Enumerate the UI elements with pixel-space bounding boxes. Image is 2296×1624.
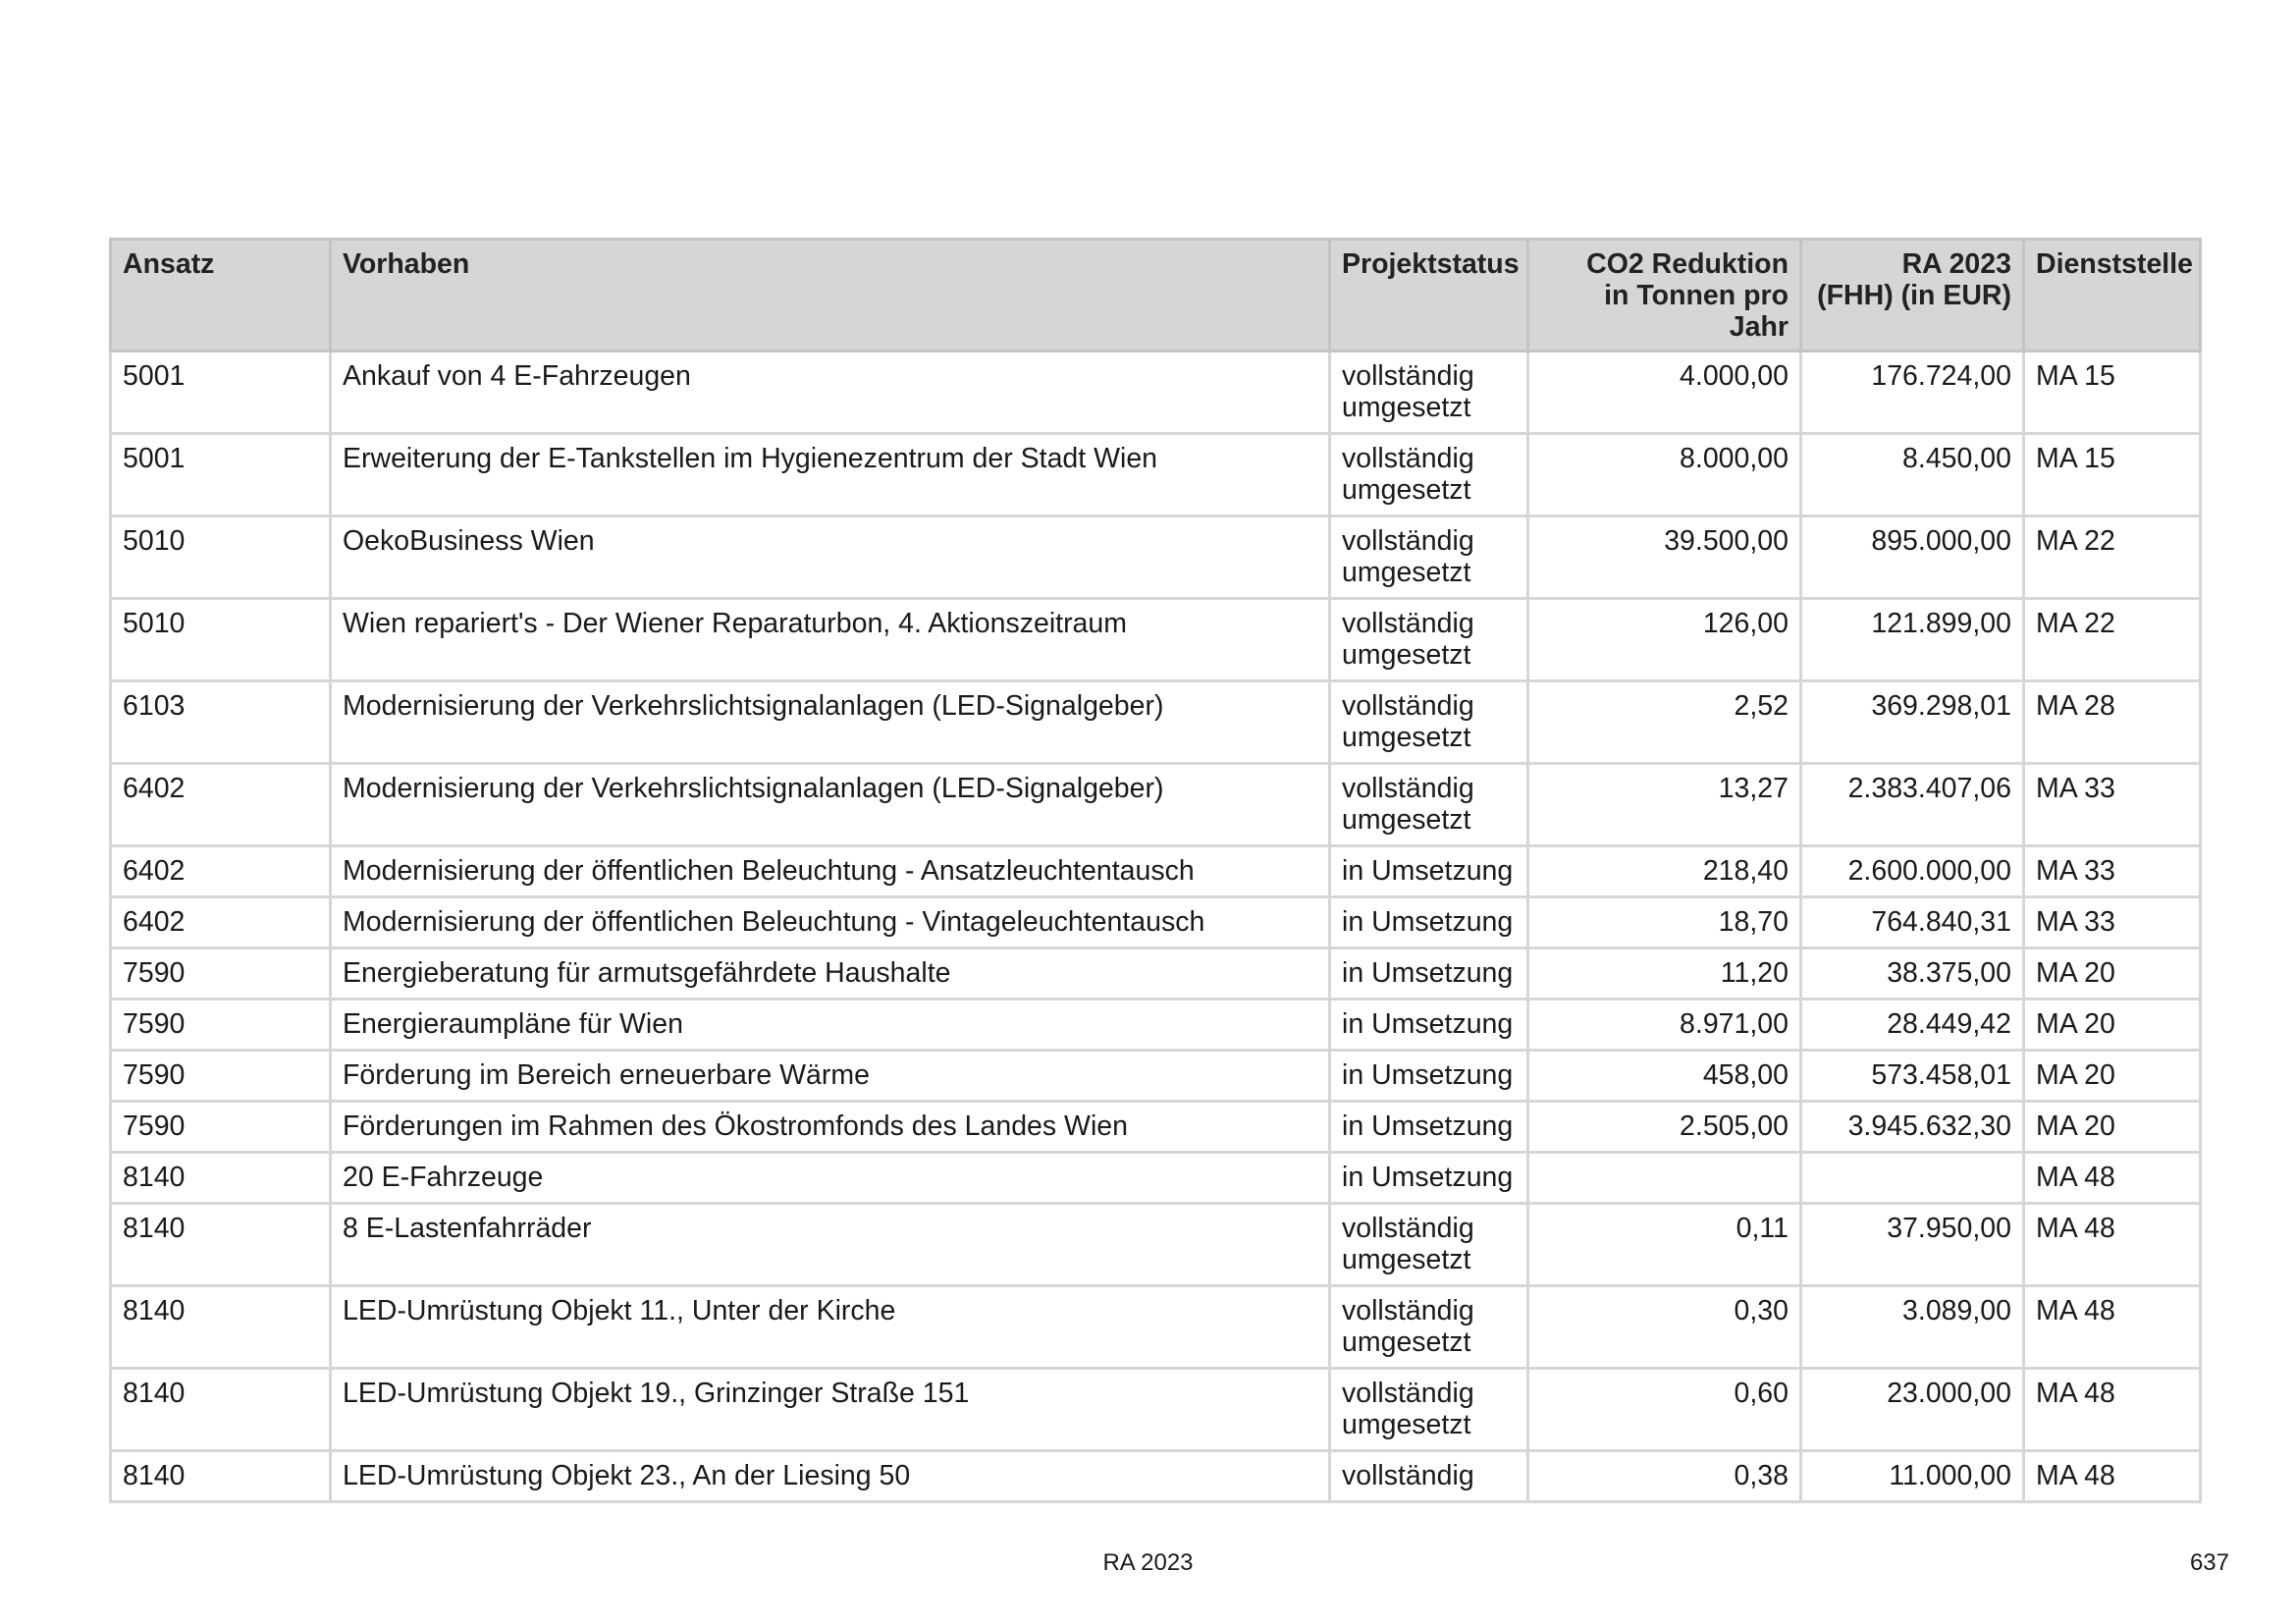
status-line1: vollständig (1342, 1378, 1474, 1409)
cell-ansatz: 7590 (111, 1000, 331, 1051)
cell-co2-reduktion: 0,11 (1528, 1204, 1801, 1286)
cell-projektstatus (1330, 516, 1528, 599)
cell-vorhaben: LED-Umrüstung Objekt 11., Unter der Kirche (331, 1286, 1330, 1369)
cell-co2-reduktion: 126,00 (1528, 599, 1801, 681)
status-line1: in Umsetzung (1342, 906, 1514, 938)
table-row (111, 948, 2201, 1000)
cell-dienststelle: MA 20 (2024, 1000, 2201, 1051)
table-row (111, 599, 2201, 681)
cell-dienststelle: MA 28 (2024, 681, 2201, 764)
page-number: 637 (2189, 1549, 2229, 1576)
cell-co2-reduktion: 8.971,00 (1528, 1000, 1801, 1051)
status-line1: vollständig (1342, 1295, 1474, 1326)
cell-co2-reduktion: 458,00 (1528, 1051, 1801, 1102)
cell-vorhaben: LED-Umrüstung Objekt 23., An der Liesing 50 (331, 1451, 1330, 1502)
cell-ansatz: 5001 (111, 352, 331, 434)
table-header (111, 240, 2201, 352)
table-row (111, 516, 2201, 599)
table-row (111, 681, 2201, 764)
cell-projektstatus (1330, 434, 1528, 516)
cell-projektstatus (1330, 764, 1528, 846)
cell-ra-2023: 121.899,00 (1801, 599, 2024, 681)
cell-co2-reduktion: 0,38 (1528, 1451, 1801, 1502)
header-ra-2023 (1801, 240, 2024, 352)
cell-dienststelle: MA 33 (2024, 846, 2201, 897)
cell-projektstatus (1330, 1102, 1528, 1153)
cell-ra-2023: 176.724,00 (1801, 352, 2024, 434)
cell-ra-2023: 573.458,01 (1801, 1051, 2024, 1102)
cell-projektstatus (1330, 897, 1528, 948)
header-ra-line1: RA 2023 (1901, 248, 2011, 280)
status-line2: umgesetzt (1342, 722, 1471, 753)
cell-dienststelle: MA 15 (2024, 434, 2201, 516)
header-co2-reduktion (1528, 240, 1801, 352)
footer-title: RA 2023 (1102, 1549, 1194, 1576)
cell-ansatz: 8140 (111, 1286, 331, 1369)
cell-dienststelle: MA 48 (2024, 1451, 2201, 1502)
cell-projektstatus (1330, 1051, 1528, 1102)
table-body (111, 352, 2201, 1502)
table-row (111, 897, 2201, 948)
cell-co2-reduktion: 2,52 (1528, 681, 1801, 764)
cell-dienststelle: MA 33 (2024, 764, 2201, 846)
status-line2: umgesetzt (1342, 392, 1471, 423)
cell-projektstatus (1330, 948, 1528, 1000)
cell-ansatz: 5010 (111, 516, 331, 599)
cell-ra-2023: 11.000,00 (1801, 1451, 2024, 1502)
table-row (111, 1451, 2201, 1502)
status-line1: in Umsetzung (1342, 1059, 1514, 1091)
status-line2: umgesetzt (1342, 557, 1471, 588)
cell-dienststelle: MA 48 (2024, 1204, 2201, 1286)
cell-dienststelle: MA 48 (2024, 1286, 2201, 1369)
header-co2-line2: in Tonnen pro Jahr (1604, 280, 1789, 343)
cell-co2-reduktion: 4.000,00 (1528, 352, 1801, 434)
status-line2: umgesetzt (1342, 1326, 1471, 1358)
cell-vorhaben: Wien repariert's - Der Wiener Reparaturbon, 4. Aktionszeitraum (331, 599, 1330, 681)
cell-dienststelle: MA 20 (2024, 948, 2201, 1000)
cell-dienststelle: MA 20 (2024, 1051, 2201, 1102)
cell-vorhaben: Modernisierung der öffentlichen Beleuchtung - Vintageleuchtentausch (331, 897, 1330, 948)
status-line1: in Umsetzung (1342, 957, 1514, 989)
cell-vorhaben: Modernisierung der Verkehrslichtsignalanlagen (LED-Signalgeber) (331, 681, 1330, 764)
cell-projektstatus (1330, 1204, 1528, 1286)
cell-vorhaben: Energieraumpläne für Wien (331, 1000, 1330, 1051)
cell-ansatz: 8140 (111, 1153, 331, 1204)
cell-ra-2023: 38.375,00 (1801, 948, 2024, 1000)
header-ansatz: Ansatz (111, 240, 331, 352)
status-line2: umgesetzt (1342, 1409, 1471, 1440)
status-line1: vollständig (1342, 773, 1474, 804)
cell-ansatz: 8140 (111, 1369, 331, 1451)
cell-ra-2023: 895.000,00 (1801, 516, 2024, 599)
cell-projektstatus (1330, 1153, 1528, 1204)
cell-ansatz: 8140 (111, 1451, 331, 1502)
status-line1: in Umsetzung (1342, 1162, 1514, 1193)
cell-ra-2023: 37.950,00 (1801, 1204, 2024, 1286)
status-line1: in Umsetzung (1342, 1008, 1514, 1040)
cell-ansatz: 8140 (111, 1204, 331, 1286)
cell-co2-reduktion: 0,30 (1528, 1286, 1801, 1369)
cell-dienststelle: MA 20 (2024, 1102, 2201, 1153)
status-line2: umgesetzt (1342, 474, 1471, 506)
cell-dienststelle: MA 48 (2024, 1153, 2201, 1204)
cell-co2-reduktion (1528, 1153, 1801, 1204)
status-line1: vollständig (1342, 608, 1474, 639)
cell-ra-2023: 369.298,01 (1801, 681, 2024, 764)
status-line1: vollständig (1342, 443, 1474, 474)
cell-vorhaben: LED-Umrüstung Objekt 19., Grinzinger Straße 151 (331, 1369, 1330, 1451)
cell-dienststelle: MA 15 (2024, 352, 2201, 434)
cell-vorhaben: OekoBusiness Wien (331, 516, 1330, 599)
cell-vorhaben: Energieberatung für armutsgefährdete Haushalte (331, 948, 1330, 1000)
status-line1: vollständig (1342, 1213, 1474, 1244)
cell-ra-2023: 23.000,00 (1801, 1369, 2024, 1451)
header-co2-line1: CO2 Reduktion (1586, 248, 1789, 280)
cell-vorhaben: Förderung im Bereich erneuerbare Wärme (331, 1051, 1330, 1102)
cell-co2-reduktion: 8.000,00 (1528, 434, 1801, 516)
status-line1: vollständig (1342, 525, 1474, 557)
table-row (111, 1051, 2201, 1102)
table-row (111, 846, 2201, 897)
table-row (111, 434, 2201, 516)
cell-ansatz: 6103 (111, 681, 331, 764)
header-ra-line2: (FHH) (in EUR) (1817, 280, 2011, 311)
cell-projektstatus (1330, 1451, 1528, 1502)
cell-projektstatus (1330, 846, 1528, 897)
cell-co2-reduktion: 218,40 (1528, 846, 1801, 897)
table-row (111, 352, 2201, 434)
cell-co2-reduktion: 18,70 (1528, 897, 1801, 948)
cell-projektstatus (1330, 1000, 1528, 1051)
header-projektstatus: Projektstatus (1330, 240, 1528, 352)
cell-co2-reduktion: 0,60 (1528, 1369, 1801, 1451)
status-line2: umgesetzt (1342, 639, 1471, 671)
status-line2: umgesetzt (1342, 804, 1471, 836)
cell-ra-2023 (1801, 1153, 2024, 1204)
cell-ra-2023: 764.840,31 (1801, 897, 2024, 948)
cell-ra-2023: 28.449,42 (1801, 1000, 2024, 1051)
cell-ra-2023: 2.383.407,06 (1801, 764, 2024, 846)
cell-co2-reduktion: 13,27 (1528, 764, 1801, 846)
cell-vorhaben: Modernisierung der Verkehrslichtsignalanlagen (LED-Signalgeber) (331, 764, 1330, 846)
table-row (111, 1153, 2201, 1204)
table-row (111, 1102, 2201, 1153)
cell-co2-reduktion: 39.500,00 (1528, 516, 1801, 599)
cell-vorhaben: Modernisierung der öffentlichen Beleuchtung - Ansatzleuchtentausch (331, 846, 1330, 897)
cell-ansatz: 7590 (111, 948, 331, 1000)
table-row (111, 1369, 2201, 1451)
table-row (111, 1000, 2201, 1051)
cell-ansatz: 6402 (111, 846, 331, 897)
report-table (109, 238, 2202, 1503)
cell-projektstatus (1330, 599, 1528, 681)
header-dienststelle: Dienststelle (2024, 240, 2201, 352)
cell-ra-2023: 2.600.000,00 (1801, 846, 2024, 897)
cell-vorhaben: Erweiterung der E-Tankstellen im Hygienezentrum der Stadt Wien (331, 434, 1330, 516)
cell-ra-2023: 3.945.632,30 (1801, 1102, 2024, 1153)
cell-dienststelle: MA 33 (2024, 897, 2201, 948)
cell-vorhaben: 20 E-Fahrzeuge (331, 1153, 1330, 1204)
cell-projektstatus (1330, 1286, 1528, 1369)
status-line1: in Umsetzung (1342, 1110, 1514, 1142)
table-row (111, 1286, 2201, 1369)
cell-vorhaben: Förderungen im Rahmen des Ökostromfonds des Landes Wien (331, 1102, 1330, 1153)
status-line2: umgesetzt (1342, 1244, 1471, 1275)
status-line1: in Umsetzung (1342, 855, 1514, 887)
status-line1: vollständig (1342, 1460, 1474, 1491)
cell-ansatz: 6402 (111, 897, 331, 948)
cell-ansatz: 7590 (111, 1051, 331, 1102)
cell-vorhaben: Ankauf von 4 E-Fahrzeugen (331, 352, 1330, 434)
status-line1: vollständig (1342, 360, 1474, 392)
cell-ansatz: 7590 (111, 1102, 331, 1153)
cell-ansatz: 5001 (111, 434, 331, 516)
cell-dienststelle: MA 22 (2024, 516, 2201, 599)
cell-co2-reduktion: 2.505,00 (1528, 1102, 1801, 1153)
header-vorhaben: Vorhaben (331, 240, 1330, 352)
cell-projektstatus (1330, 1369, 1528, 1451)
cell-projektstatus (1330, 352, 1528, 434)
cell-projektstatus (1330, 681, 1528, 764)
table-row (111, 764, 2201, 846)
cell-ra-2023: 3.089,00 (1801, 1286, 2024, 1369)
cell-ra-2023: 8.450,00 (1801, 434, 2024, 516)
cell-co2-reduktion: 11,20 (1528, 948, 1801, 1000)
cell-ansatz: 5010 (111, 599, 331, 681)
cell-ansatz: 6402 (111, 764, 331, 846)
cell-dienststelle: MA 48 (2024, 1369, 2201, 1451)
status-line1: vollständig (1342, 690, 1474, 722)
table-row (111, 1204, 2201, 1286)
cell-dienststelle: MA 22 (2024, 599, 2201, 681)
cell-vorhaben: 8 E-Lastenfahrräder (331, 1204, 1330, 1286)
